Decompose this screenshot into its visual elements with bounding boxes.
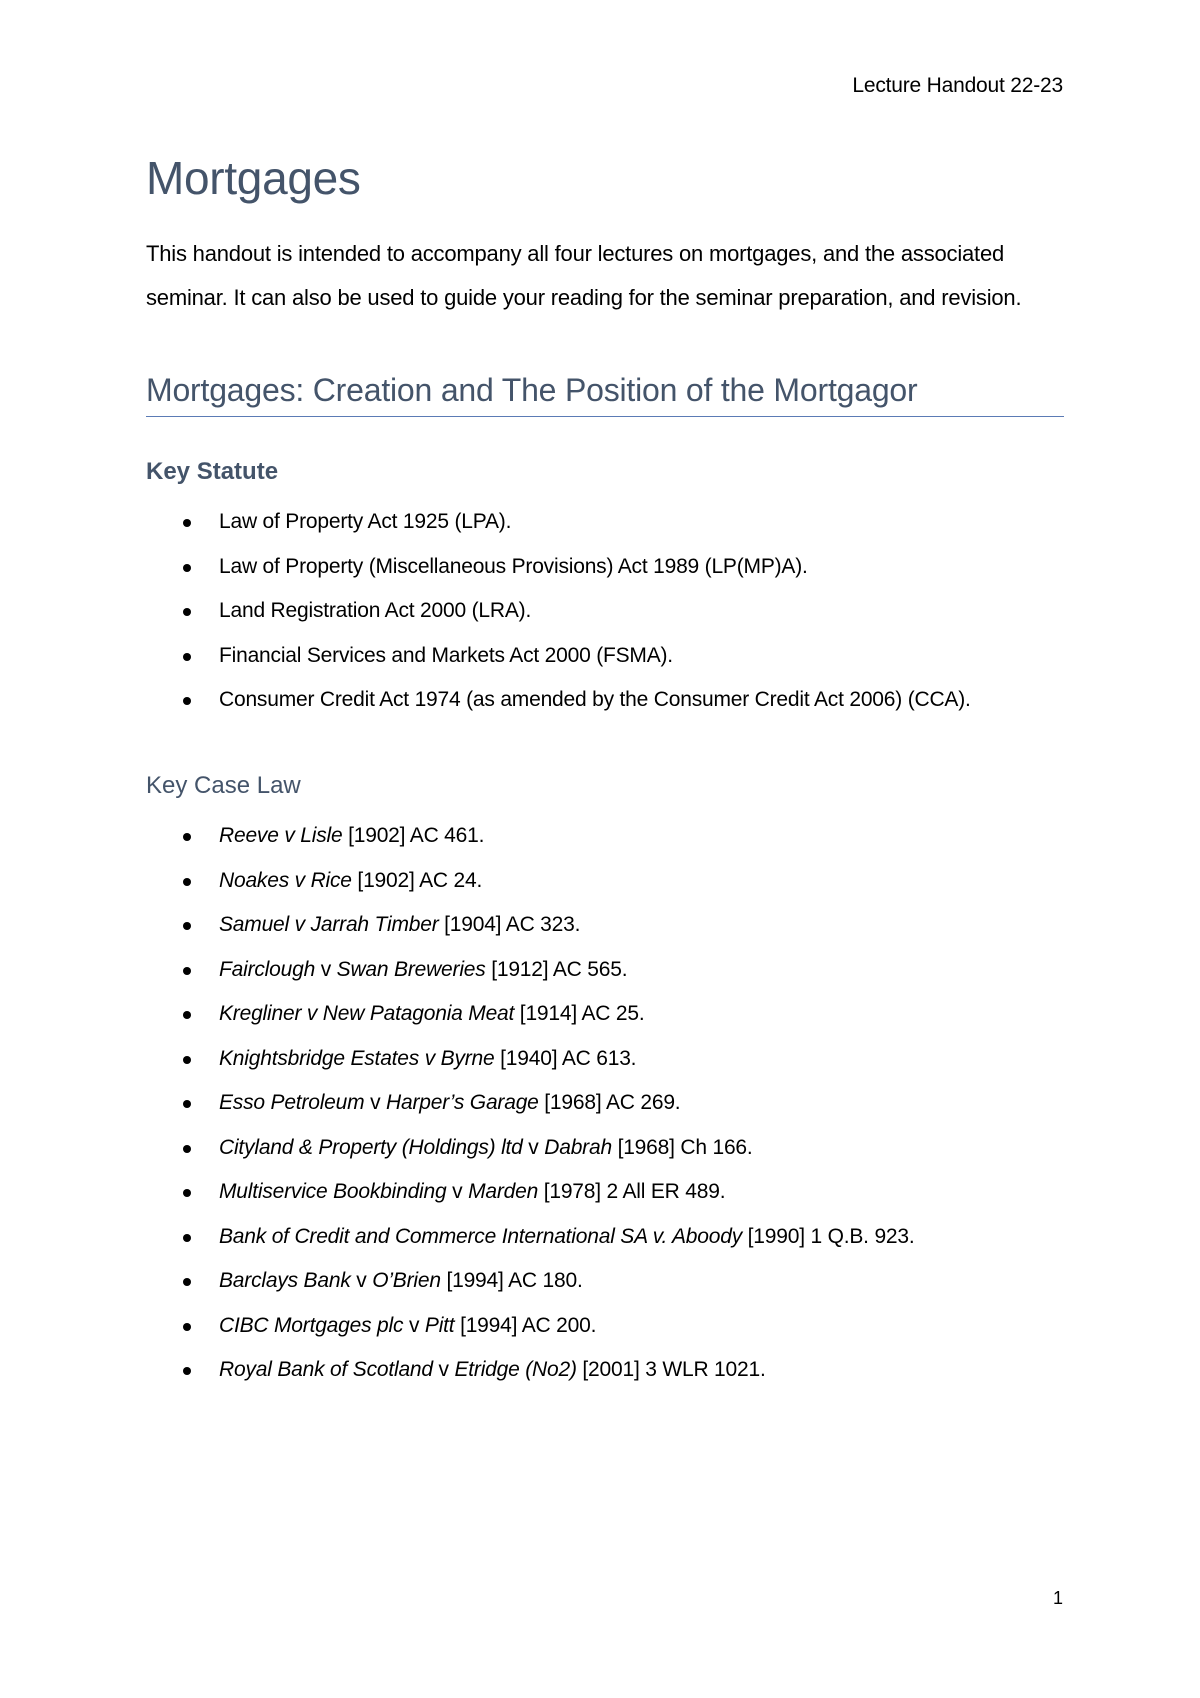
bullet-icon xyxy=(183,1100,191,1108)
case-party: Esso Petroleum xyxy=(219,1091,365,1114)
list-item xyxy=(146,641,1064,671)
bullet-icon xyxy=(183,519,191,527)
running-header: Lecture Handout 22-23 xyxy=(852,74,1063,97)
key-statute-heading: Key Statute xyxy=(146,458,279,485)
case-party: CIBC Mortgages plc xyxy=(219,1313,404,1337)
page-content xyxy=(146,150,1064,1400)
list-item xyxy=(146,596,1064,626)
bullet-icon xyxy=(183,1145,191,1153)
intro-paragraph: This handout is intended to accompany all four lectures on mortgages, and the associated seminar. It can also be used to guide your reading for the seminar preparation, and revision. xyxy=(146,241,1022,310)
bullet-icon xyxy=(183,1234,191,1242)
bullet-icon xyxy=(183,564,191,572)
list-item xyxy=(146,866,1064,896)
case-name: Reeve v Lisle xyxy=(219,824,343,847)
case-versus: v xyxy=(403,1313,425,1337)
bullet-icon xyxy=(183,1189,191,1197)
case-versus: v xyxy=(446,1180,469,1203)
list-item xyxy=(146,552,1064,582)
list-item xyxy=(146,507,1064,537)
case-name: Kregliner v New Patagonia Meat xyxy=(219,1002,515,1025)
case-party: Dabrah xyxy=(544,1135,612,1159)
list-item xyxy=(146,1222,1064,1252)
case-citation: [1914] AC 25. xyxy=(514,1002,645,1025)
key-case-law-heading: Key Case Law xyxy=(146,772,301,799)
list-item xyxy=(146,1044,1064,1074)
list-item xyxy=(146,910,1064,940)
case-party: Pitt xyxy=(424,1313,455,1337)
bullet-icon xyxy=(183,1278,191,1286)
case-name: Bank of Credit and Commerce International SA v. Aboody xyxy=(219,1224,743,1248)
case-citation: [1990] 1 Q.B. 923. xyxy=(742,1224,915,1248)
case-party: Swan Breweries xyxy=(336,957,486,981)
case-versus: v xyxy=(364,1091,387,1114)
statute-text: Land Registration Act 2000 (LRA). xyxy=(219,599,532,622)
page-number: 1 xyxy=(1052,1588,1063,1608)
case-party: Marden xyxy=(468,1180,539,1203)
case-citation: [1994] AC 200. xyxy=(454,1313,597,1337)
case-versus: v xyxy=(315,957,337,981)
list-item xyxy=(146,685,1064,715)
bullet-icon xyxy=(183,608,191,616)
case-party: O’Brien xyxy=(372,1269,441,1292)
case-party: Harper’s Garage xyxy=(386,1091,539,1114)
case-party: Etridge (No2) xyxy=(454,1358,577,1381)
bullet-icon xyxy=(183,833,191,841)
key-statute-list xyxy=(146,507,1064,715)
list-item xyxy=(146,999,1064,1029)
case-name: Knightsbridge Estates v Byrne xyxy=(219,1046,495,1070)
list-item xyxy=(146,1177,1064,1207)
bullet-icon xyxy=(183,1056,191,1064)
case-party: Barclays Bank xyxy=(219,1269,351,1292)
case-citation: [1904] AC 323. xyxy=(438,913,581,936)
case-party: Cityland & Property (Holdings) ltd xyxy=(219,1135,523,1159)
case-versus: v xyxy=(432,1358,455,1381)
case-versus: v xyxy=(522,1135,545,1159)
case-citation: [1978] 2 All ER 489. xyxy=(538,1180,726,1203)
document-title: Mortgages xyxy=(146,152,361,204)
bullet-icon xyxy=(183,1323,191,1331)
list-item xyxy=(146,1133,1064,1163)
list-item xyxy=(146,1088,1064,1118)
list-item xyxy=(146,1355,1064,1385)
case-citation: [1994] AC 180. xyxy=(440,1269,583,1292)
case-party: Multiservice Bookbinding xyxy=(219,1180,447,1203)
case-citation: [1902] AC 461. xyxy=(342,824,485,847)
statute-text: Consumer Credit Act 1974 (as amended by the Consumer Credit Act 2006) (CCA). xyxy=(219,688,971,711)
case-citation: [2001] 3 WLR 1021. xyxy=(576,1358,766,1381)
case-name: Noakes v Rice xyxy=(219,868,352,892)
case-party: Royal Bank of Scotland xyxy=(219,1358,433,1381)
key-case-law-list xyxy=(146,821,1064,1385)
list-item xyxy=(146,821,1064,851)
bullet-icon xyxy=(183,878,191,886)
section-heading: Mortgages: Creation and The Position of the Mortgagor xyxy=(146,370,1064,417)
case-citation: [1968] Ch 166. xyxy=(611,1135,753,1159)
bullet-icon xyxy=(183,653,191,661)
bullet-icon xyxy=(183,1011,191,1019)
case-citation: [1912] AC 565. xyxy=(485,957,628,981)
list-item xyxy=(146,955,1064,985)
case-name: Samuel v Jarrah Timber xyxy=(219,913,439,936)
statute-text: Law of Property (Miscellaneous Provisions) Act 1989 (LP(MP)A). xyxy=(219,554,808,578)
list-item xyxy=(146,1266,1064,1296)
case-citation: [1968] AC 269. xyxy=(538,1091,681,1114)
case-citation: [1940] AC 613. xyxy=(494,1046,637,1070)
bullet-icon xyxy=(183,922,191,930)
bullet-icon xyxy=(183,1367,191,1375)
statute-text: Financial Services and Markets Act 2000 (FSMA). xyxy=(219,643,673,667)
bullet-icon xyxy=(183,697,191,705)
case-party: Fairclough xyxy=(219,957,316,981)
case-versus: v xyxy=(350,1269,373,1292)
case-citation: [1902] AC 24. xyxy=(351,868,483,892)
bullet-icon xyxy=(183,967,191,975)
list-item xyxy=(146,1311,1064,1341)
statute-text: Law of Property Act 1925 (LPA). xyxy=(219,510,512,533)
